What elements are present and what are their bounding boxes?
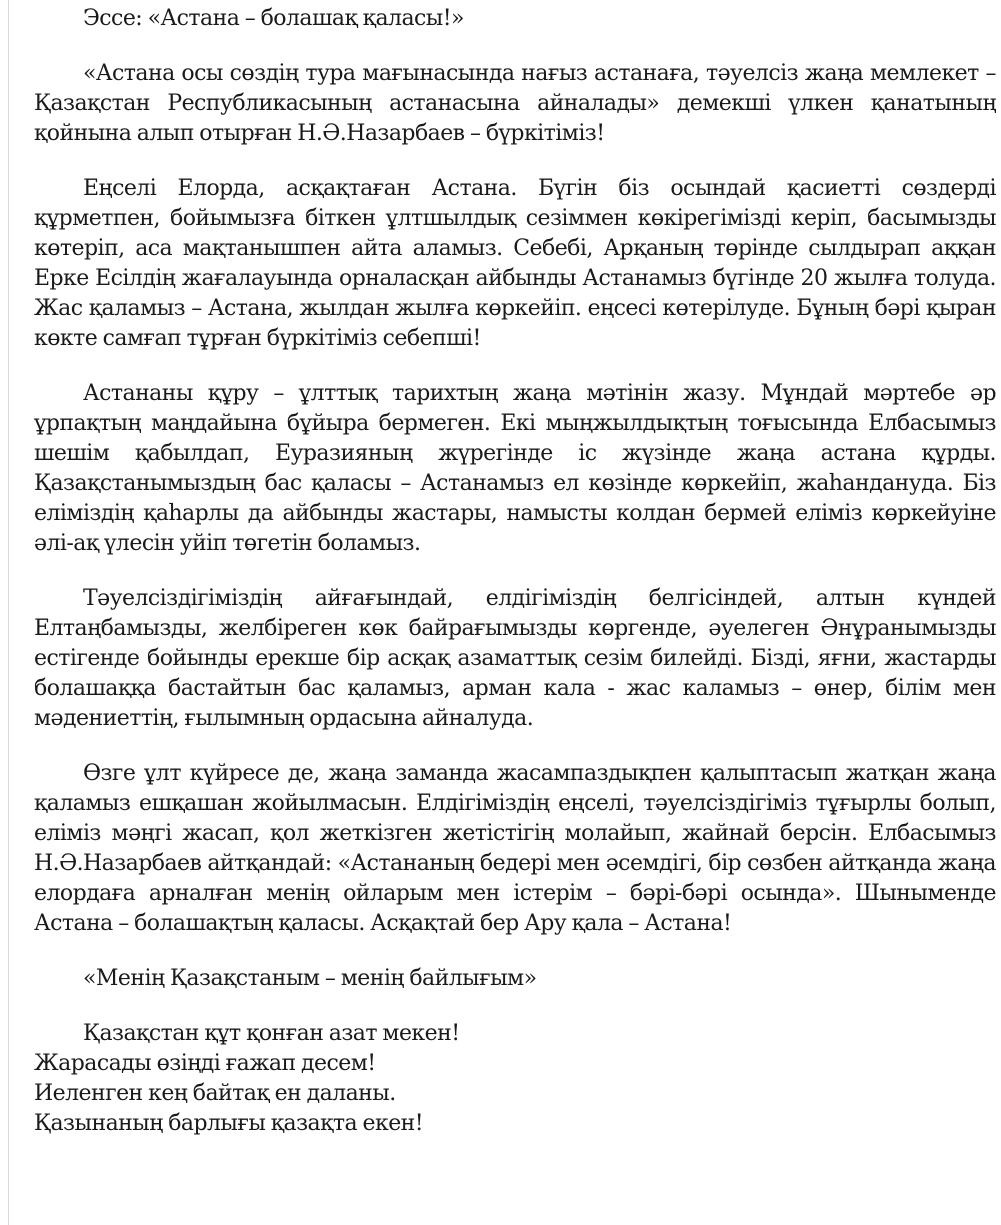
essay-paragraph-5: Өзге ұлт күйресе де, жаңа заманда жасампаздықпен қалыптасып жатқан жаңа қаламыз ешқашан жойылмасын. Елдігіміздің еңселі, тәуелсіздігіміз тұғырлы болып, еліміз мәңгі жасап, қол жеткізген жетістігің молайып, жайнай берсін. Елбасымыз Н.Ә.Назарбаев айтқандай: «Астананың бедері мен әсемдігі, бір сөзбен айтқанда жаңа елордаға арналған менің ойларым мен істерім – бәрі-бәрі осында». Шыныменде Астана – болашақтың қаласы. Асқақтай бер Ару қала – Астана!: [34, 761, 996, 936]
essay-paragraph-3: Астананы құру – ұлттық тарихтың жаңа мәтінін жазу. Мұндай мәртебе әр ұрпақтың маңдайына бұйыра бермеген. Екі мыңжылдықтың тоғысында Елбасымыз шешім қабылдап, Еуразияның жүрегінде іс жүзінде жаңа астана құрды. Қазақстанымыздың бас қаласы – Астанамыз ел көзінде көркейіп, жаһандануда. Біз еліміздің қаһарлы да айбынды жастары, намысты колдан бермей еліміз көркейуіне әлі-ақ үлесін уйіп төгетін боламыз.: [34, 381, 996, 556]
essay-title: Эссе: «Астана – болашақ қаласы!»: [83, 6, 464, 31]
poem-line-1: Қазақстан құт қонған азат мекен!: [83, 1021, 460, 1046]
poem-line-3: Иеленген кең байтақ ен даланы.: [34, 1081, 396, 1106]
document-body: [34, 4, 996, 1139]
essay-paragraph-1: «Астана осы сөздің тура мағынасында нағыз астанаға, тәуелсіз жаңа мемлекет – Қазақстан Республикасының астанасына айналады» демекші үлкен қанатының қойнына алып отырған Н.Ә.Назарбаев – бүркітіміз!: [34, 61, 996, 146]
essay-paragraph-2: Еңселі Елорда, асқақтаған Астана. Бүгін біз осындай қасиетті сөздерді құрметпен, бойымызға біткен ұлтшылдық сезіммен көкірегімізді керіп, басымызды көтеріп, аса мақтанышпен айта аламыз. Себебі, Арқаның төрінде сылдырап аққан Ерке Есілдің жағалауында орналасқан айбынды Астанамыз бүгінде 20 жылға толуда. Жас қаламыз – Астана, жылдан жылға көркейіп. еңсесі көтерілуде. Бұның бәрі қыран көкте самғап тұрған бүркітіміз себепші!: [34, 176, 996, 351]
poem-block: [34, 1019, 996, 1139]
page-edge-divider: [8, 0, 9, 1225]
essay-paragraph-4: Тәуелсіздігіміздің айғағындай, елдігіміздің белгісіндей, алтын күндей Елтаңбамызды, желбіреген көк байрағымызды көргенде, әуелеген Әнұранымызды естігенде бойынды ерекше бір асқақ азаматтық сезім билейді. Бізді, яғни, жастарды болашаққа бастайтын бас қаламыз, арман кала - жас каламыз – өнер, білім мен мәдениеттің, ғылымның ордасына айналуда.: [34, 586, 996, 731]
poem-line-2: Жарасады өзіңді ғажап десем!: [34, 1051, 376, 1076]
poem-line-4: Қазынаның барлығы қазақта екен!: [34, 1111, 424, 1136]
poem-title: «Менің Қазақстаным – менің байлығым»: [83, 966, 537, 991]
